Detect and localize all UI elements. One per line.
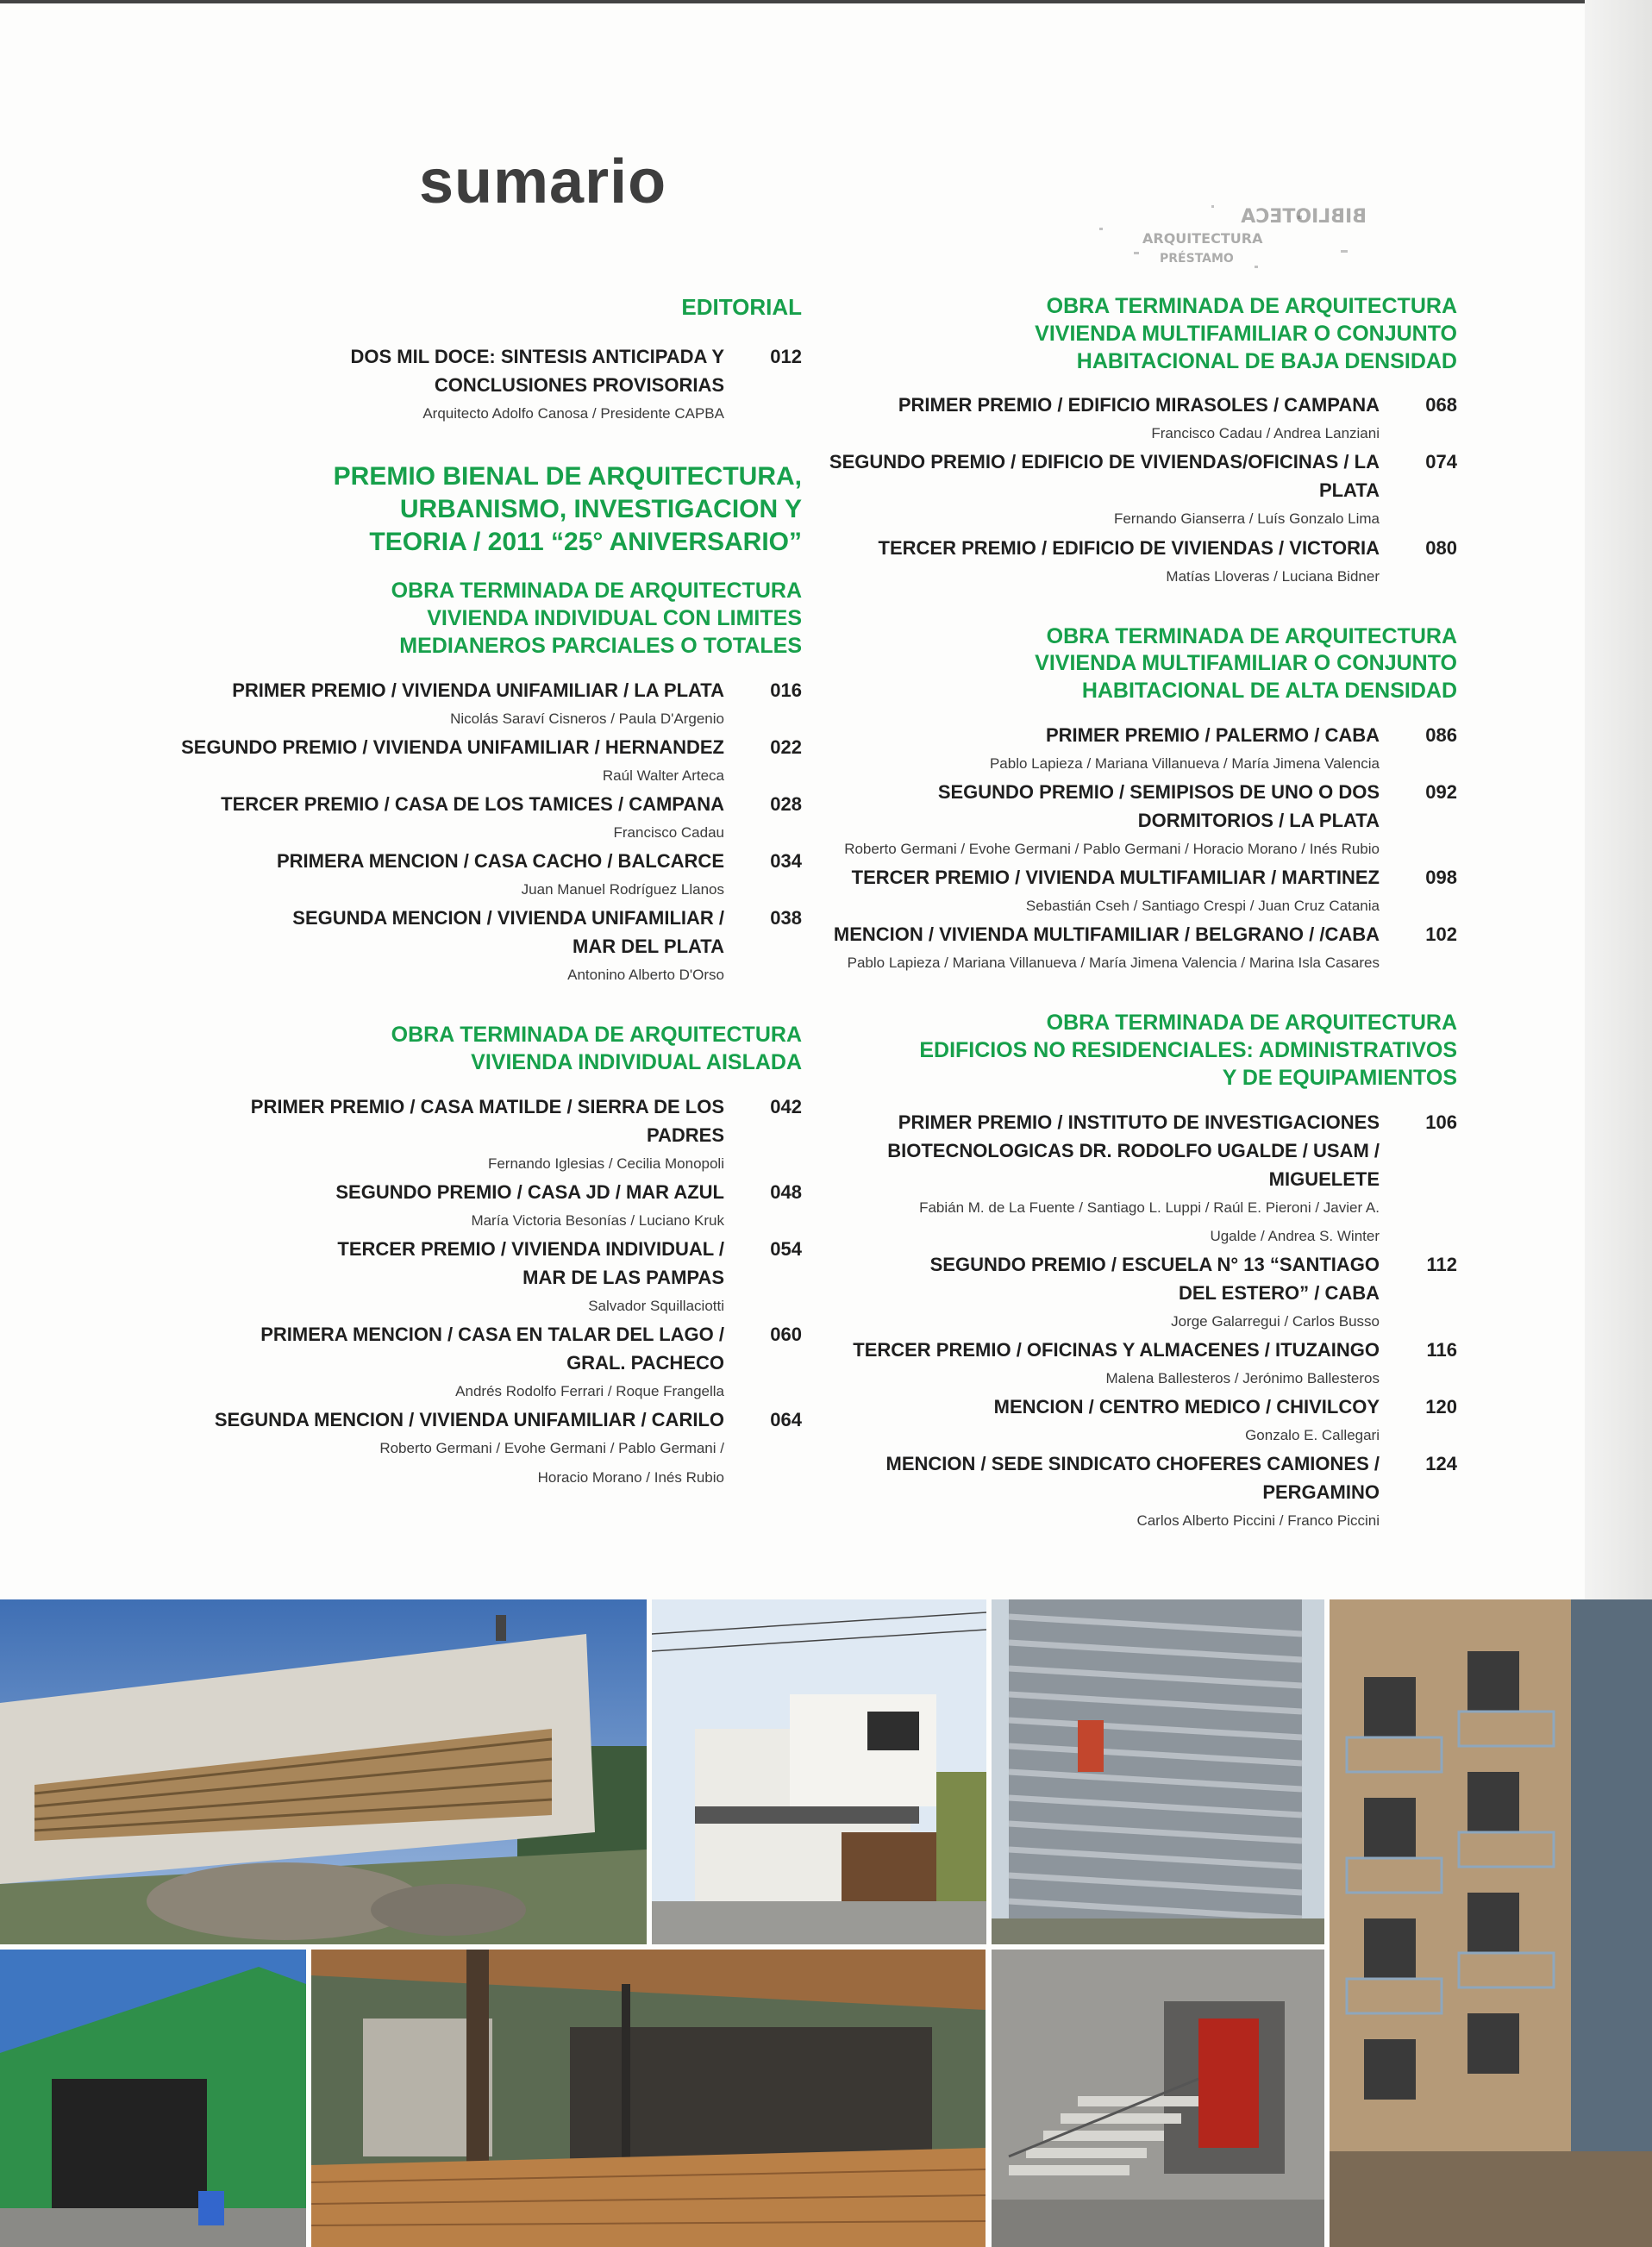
toc-entry-title-line: TERCER PREMIO / EDIFICIO DE VIVIENDAS / VICTORIA [878,536,1380,559]
toc-entry-authors [828,1193,1380,1250]
toc-page-number: 112 [1426,1254,1457,1276]
toc-entry-authors [172,761,724,790]
section-heading [828,1010,1457,1092]
toc-entry[interactable] [172,342,802,428]
photo-collage [0,1599,1652,2247]
toc-entry-text [172,847,724,904]
toc-page-number: 086 [1425,723,1457,746]
toc-page-number: 060 [770,1324,802,1346]
toc-entry-title-line: SEGUNDA MENCION / VIVIENDA UNIFAMILIAR / CARILO [214,1409,724,1431]
toc-entry-authors [172,1149,724,1178]
section-heading-line: VIVIENDA INDIVIDUAL CON LIMITES [427,606,802,631]
toc-entry-title-line: DOS MIL DOCE: SINTESIS ANTICIPADA Y [350,346,724,368]
toc-page-number: 124 [1425,1453,1457,1475]
toc-entry[interactable] [828,1250,1457,1336]
toc-entry-text [828,863,1380,920]
toc-page-number: 034 [770,850,802,873]
section-heading-line: PREMIO BIENAL DE ARQUITECTURA, [333,462,802,491]
toc-entry[interactable] [828,391,1457,448]
toc-entry-authors-line: Francisco Cadau / Andrea Lanziani [1151,425,1380,442]
toc-entry[interactable] [172,1320,802,1405]
toc-entry-text [828,1250,1380,1336]
toc-entry-title-line: GRAL. PACHECO [566,1352,724,1374]
toc-entry-authors-line: Arquitecto Adolfo Canosa / Presidente CAPBA [422,405,724,422]
toc-entry-text [172,1178,724,1235]
toc-page-number: 074 [1425,451,1457,473]
toc-entry-text [828,448,1380,533]
toc-page-number: 102 [1425,923,1457,946]
section-heading-line: Y DE EQUIPAMIENTOS [1222,1065,1457,1090]
toc-entry-authors-line: Fernando Gianserra / Luís Gonzalo Lima [1113,510,1380,528]
toc-entry-authors-line: Salvador Squillaciotti [588,1298,724,1315]
toc-entry-authors-line: Pablo Lapieza / Mariana Villanueva / María Jimena Valencia [989,754,1380,772]
section-heading-line: VIVIENDA INDIVIDUAL AISLADA [471,1050,802,1075]
stamp-line-1: BIBLIOTECA [1241,206,1367,228]
toc-entry-title-line: TERCER PREMIO / VIVIENDA INDIVIDUAL / [337,1238,724,1261]
toc-entry-authors-line: Ugalde / Andrea S. Winter [1210,1227,1380,1244]
section-heading-line: OBRA TERMINADA DE ARQUITECTURA [1046,294,1457,318]
toc-entry-title [828,1108,1380,1193]
toc-page-number: 054 [770,1238,802,1261]
toc-entry-title [828,1336,1380,1364]
toc-page-number: 116 [1426,1339,1457,1361]
toc-entry-title [172,1235,724,1292]
toc-entry-authors-line: Malena Ballesteros / Jerónimo Ballesteros [1105,1370,1380,1387]
toc-entry-authors [828,419,1380,448]
toc-entry-title-line: PRIMER PREMIO / EDIFICIO MIRASOLES / CAMPANA [898,394,1380,416]
toc-page-number: 064 [770,1409,802,1431]
toc-entry-title-line: DEL ESTERO” / CABA [1178,1282,1380,1305]
toc-entry-authors [828,892,1380,920]
toc-entry[interactable] [172,790,802,847]
toc-entry-title-line: CONCLUSIONES PROVISORIAS [434,374,724,397]
toc-entry-title-line: PRIMERA MENCION / CASA EN TALAR DEL LAGO / [260,1324,724,1346]
toc-entry-title-line: SEGUNDO PREMIO / ESCUELA N° 13 “SANTIAGO [929,1254,1380,1276]
toc-entry[interactable] [172,1235,802,1320]
toc-entry-authors [172,1377,724,1405]
toc-page-number: 016 [770,679,802,701]
toc-entry-authors [828,1506,1380,1535]
toc-page-number: 022 [770,735,802,758]
toc-entry-text [828,1449,1380,1535]
toc-entry-authors-line: Francisco Cadau [613,823,724,841]
section-heading-line: VIVIENDA MULTIFAMILIAR O CONJUNTO [1035,321,1457,346]
toc-entry[interactable] [172,733,802,790]
toc-entry-title-line: SEGUNDA MENCION / VIVIENDA UNIFAMILIAR / [292,907,724,929]
toc-page-number: 038 [770,907,802,929]
toc-entry-authors [828,1421,1380,1449]
toc-page-number: 028 [770,792,802,815]
toc-entry-title [828,391,1380,419]
section-heading-line: OBRA TERMINADA DE ARQUITECTURA [391,1023,802,1048]
toc-entry-authors-line: Matías Lloveras / Luciana Bidner [1166,567,1380,585]
toc-entry-authors [828,1364,1380,1393]
toc-entry-authors-line: Gonzalo E. Callegari [1245,1427,1380,1444]
section-heading-line: HABITACIONAL DE BAJA DENSIDAD [1076,348,1457,373]
toc-entry[interactable] [828,534,1457,591]
toc-entry-title [172,904,724,961]
toc-entry-title [172,790,724,818]
toc-entry-title [172,342,724,399]
toc-page-number: 092 [1425,781,1457,804]
toc-entry-authors-line: Pablo Lapieza / Mariana Villanueva / María Jimena Valencia / Marina Isla Casares [847,955,1380,972]
toc-entry-title-line: PRIMER PREMIO / CASA MATILDE / SIERRA DE LOS PADRES [250,1095,724,1146]
section-heading [172,1022,802,1077]
toc-entry-title-line: MAR DEL PLATA [573,936,724,958]
toc-entry-authors-line: Fabián M. de La Fuente / Santiago L. Luppi / Raúl E. Pieroni / Javier A. [919,1199,1380,1216]
section-spacer [172,428,802,460]
stamp-line-2: ARQUITECTURA [1142,230,1263,247]
toc-entry-authors-line: Roberto Germani / Evohe Germani / Pablo Germani / Horacio Morano / Inés Rubio [844,841,1380,858]
toc-entry-text [172,733,724,790]
toc-entry-authors-line: Sebastián Cseh / Santiago Crespi / Juan Cruz Catania [1025,898,1380,915]
section-heading [172,578,802,660]
toc-entry-text [172,1320,724,1405]
toc-entry-authors-line: Horacio Morano / Inés Rubio [537,1468,724,1486]
toc-entry-text [828,721,1380,778]
toc-entry-title-line: PRIMER PREMIO / PALERMO / CABA [1045,723,1380,746]
toc-entry-authors [172,399,724,428]
toc-entry-title-line: SEGUNDO PREMIO / VIVIENDA UNIFAMILIAR / HERNANDEZ [181,735,724,758]
photo-slatted-building [992,1599,1324,1944]
toc-entry-text [828,920,1380,977]
toc-entry-title [828,534,1380,562]
toc-entry[interactable] [172,1178,802,1235]
toc-entry-title [172,1405,724,1434]
photo-white-house [652,1599,986,1944]
toc-entry-text [828,1336,1380,1393]
toc-page-number: 012 [770,346,802,368]
section-heading [828,623,1457,705]
toc-entry-authors [828,749,1380,778]
toc-entry-authors-line: Fernando Iglesias / Cecilia Monopoli [487,1155,724,1172]
toc-page-number: 098 [1425,867,1457,889]
toc-entry-title-line: MENCION / SEDE SINDICATO CHOFERES CAMIONES / PERGAMINO [885,1453,1380,1504]
toc-entry-authors [172,1206,724,1235]
toc-entry-authors [172,1434,724,1491]
toc-entry-title [172,1320,724,1377]
page-title: sumario [419,147,667,216]
toc-entry-text [172,1235,724,1320]
toc-entry-authors-line: Roberto Germani / Evohe Germani / Pablo Germani / [379,1440,724,1457]
toc-entry-authors [828,835,1380,863]
toc-entry-authors [828,562,1380,591]
toc-entry-title [828,448,1380,504]
page-top-rule [0,0,1652,3]
section-heading-line: OBRA TERMINADA DE ARQUITECTURA [1046,623,1457,648]
toc-entry[interactable] [172,676,802,733]
toc-entry-title-line: MENCION / CENTRO MEDICO / CHIVILCOY [993,1396,1380,1418]
toc-entry-authors [172,704,724,733]
toc-entry-title-line: SEGUNDO PREMIO / CASA JD / MAR AZUL [335,1181,724,1204]
toc-entry-title-line: TERCER PREMIO / OFICINAS Y ALMACENES / ITUZAINGO [853,1339,1380,1361]
toc-page-number: 048 [770,1181,802,1204]
toc-entry-title [828,1250,1380,1307]
toc-entry-title-line: PRIMERA MENCION / CASA CACHO / BALCARCE [276,850,724,873]
toc-entry-authors [172,961,724,989]
toc-entry-title-line: SEGUNDO PREMIO / SEMIPISOS DE UNO O DOS [937,781,1380,804]
toc-entry[interactable] [828,778,1457,863]
toc-entry[interactable] [828,920,1457,977]
toc-entry-title [172,1092,724,1149]
toc-entry-authors [828,1307,1380,1336]
toc-entry-text [828,534,1380,591]
toc-entry-title [172,1178,724,1206]
stamp-line-3: PRÉSTAMO [1160,252,1234,266]
toc-entry[interactable] [172,904,802,989]
toc-entry[interactable] [828,1393,1457,1449]
toc-entry-text [172,1405,724,1491]
toc-page-number: 042 [770,1095,802,1117]
section-heading-line: MEDIANEROS PARCIALES O TOTALES [399,633,802,658]
toc-entry-text [172,1092,724,1178]
toc-entry-authors-line: Raúl Walter Arteca [602,767,724,784]
toc-entry-authors-line: Andrés Rodolfo Ferrari / Roque Frangella [455,1383,724,1400]
toc-page-number: 106 [1425,1111,1457,1133]
library-stamp [1082,198,1375,272]
section-heading-line: VIVIENDA MULTIFAMILIAR O CONJUNTO [1035,651,1457,676]
section-heading-line: EDITORIAL [681,294,802,320]
toc-entry[interactable] [172,1092,802,1178]
toc-entry-text [172,790,724,847]
toc-entry-title [828,1393,1380,1421]
photo-green-building [0,1950,306,2247]
toc-entry-title-line: SEGUNDO PREMIO / EDIFICIO DE VIVIENDAS/OFICINAS / LA PLATA [829,451,1380,502]
section-heading [828,293,1457,375]
toc-entry-title [828,863,1380,892]
toc-entry-title-line: PRIMER PREMIO / INSTITUTO DE INVESTIGACIONES [898,1111,1380,1133]
toc-entry[interactable] [828,1108,1457,1250]
toc-entry-authors [828,948,1380,977]
toc-entry-authors-line: Carlos Alberto Piccini / Franco Piccini [1136,1512,1380,1530]
section-heading-line: EDIFICIOS NO RESIDENCIALES: ADMINISTRATIVOS [919,1038,1457,1063]
toc-entry[interactable] [172,1405,802,1491]
toc-entry-text [172,904,724,989]
section-heading-line: HABITACIONAL DE ALTA DENSIDAD [1081,679,1457,704]
section-heading-line: URBANISMO, INVESTIGACION Y [399,495,802,524]
toc-entry-title-line: MENCION / VIVIENDA MULTIFAMILIAR / BELGRANO / /CABA [833,923,1380,946]
section-spacer [828,977,1457,1010]
toc-entry-authors-line: Juan Manuel Rodríguez Llanos [521,881,724,898]
toc-entry-text [828,391,1380,448]
toc-entry-title-line: BIOTECNOLOGICAS DR. RODOLFO UGALDE / USAM / MIGUELETE [887,1139,1380,1190]
toc-entry-title [172,676,724,704]
toc-entry-title-line: DORMITORIOS / LA PLATA [1137,810,1380,832]
photo-concrete-house [0,1599,647,1944]
toc-entry-title [828,778,1380,835]
toc-entry-authors [172,818,724,847]
toc-entry-title-line: MAR DE LAS PAMPAS [523,1267,724,1289]
toc-entry[interactable] [172,847,802,904]
toc-entry-title-line: PRIMER PREMIO / VIVIENDA UNIFAMILIAR / LA PLATA [232,679,724,701]
toc-entry-title-line: TERCER PREMIO / VIVIENDA MULTIFAMILIAR / MARTINEZ [851,867,1380,889]
toc-page-number: 120 [1425,1396,1457,1418]
toc-entry-title [172,733,724,761]
toc-entry-text [172,676,724,733]
toc-page-number: 080 [1425,536,1457,559]
toc-entry-authors [172,875,724,904]
toc-entry-authors [828,504,1380,533]
toc-entry-title [828,920,1380,948]
toc-entry-title-line: TERCER PREMIO / CASA DE LOS TAMICES / CAMPANA [221,792,724,815]
toc-entry-title [828,721,1380,749]
toc-entry-authors-line: Nicolás Saraví Cisneros / Paula D'Argenio [450,710,724,727]
toc-entry-authors-line: Antonino Alberto D'Orso [567,967,724,984]
photo-residential-tower [1330,1599,1652,2247]
toc-page-number: 068 [1425,394,1457,416]
toc-entry[interactable] [828,1449,1457,1535]
toc-entry-text [828,778,1380,863]
toc-entry[interactable] [828,1336,1457,1393]
section-spacer [172,989,802,1022]
section-heading-line: OBRA TERMINADA DE ARQUITECTURA [391,579,802,604]
photo-wood-terrace [311,1950,986,2247]
toc-entry-authors-line: Jorge Galarregui / Carlos Busso [1171,1313,1380,1330]
section-spacer [828,591,1457,623]
section-heading-line: OBRA TERMINADA DE ARQUITECTURA [1046,1011,1457,1036]
toc-entry[interactable] [828,721,1457,778]
toc-entry-text [172,342,724,428]
toc-entry-text [828,1108,1380,1250]
toc-entry-title [828,1449,1380,1506]
section-heading-line: TEORIA / 2011 “25° ANIVERSARIO” [369,528,802,557]
toc-entry-authors-line: María Victoria Besonías / Luciano Kruk [471,1212,724,1230]
toc-entry[interactable] [828,863,1457,920]
section-heading [172,293,802,322]
photo-concrete-stair [992,1950,1324,2247]
toc-column-right [828,293,1457,1536]
toc-entry-authors [172,1292,724,1320]
toc-column-left [172,293,802,1492]
toc-entry-text [828,1393,1380,1449]
section-heading [172,460,802,559]
toc-entry-title [172,847,724,875]
toc-entry[interactable] [828,448,1457,533]
